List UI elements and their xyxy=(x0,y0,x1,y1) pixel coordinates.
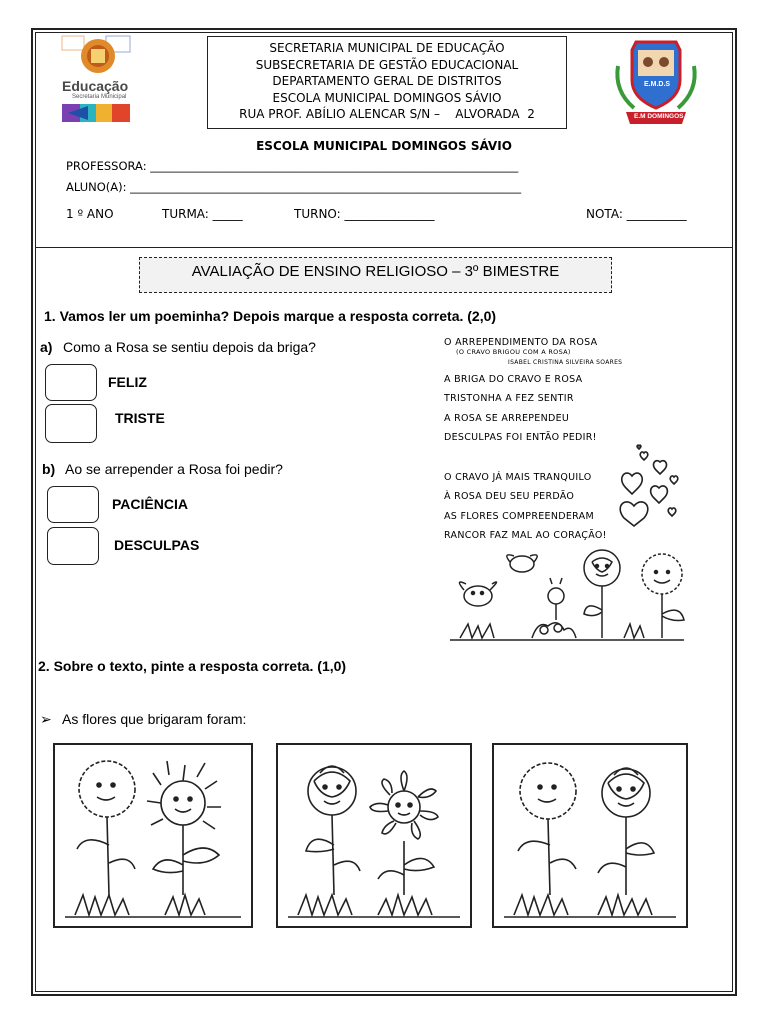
evaluation-title: AVALIAÇÃO DE ENSINO RELIGIOSO – 3º BIMESTRE xyxy=(191,263,560,280)
question-2-title: 2. Sobre o texto, pinte a resposta correta. (1,0) xyxy=(38,658,347,674)
poem-subtitle: (O CRAVO BRIGOU COM A ROSA) xyxy=(456,348,571,356)
header-line: SECRETARIA MUNICIPAL DE EDUCAÇÃO xyxy=(269,41,505,55)
poem-line: A BRIGA DO CRAVO E ROSA xyxy=(444,374,583,385)
student-field[interactable]: ALUNO(A): ____________________________________________________________________ xyxy=(66,180,522,194)
question-1a-label: a) xyxy=(40,339,53,355)
question-1b-label: b) xyxy=(42,461,56,477)
header-box xyxy=(207,36,567,129)
poem-line: DESCULPAS FOI ENTÃO PEDIR! xyxy=(444,432,597,443)
crest-abbreviation: E.M.D.S xyxy=(644,81,671,88)
header-line: ESCOLA MUNICIPAL DOMINGOS SÁVIO xyxy=(272,90,502,105)
evaluation-title-box xyxy=(139,257,612,293)
question-1a-text: Como a Rosa se sentiu depois da briga? xyxy=(63,339,316,355)
checkbox-desculpas[interactable] xyxy=(47,527,99,565)
poem-author: ISABEL CRISTINA SILVEIRA SOARES xyxy=(508,359,623,366)
header-line: DEPARTAMENTO GERAL DE DISTRITOS xyxy=(272,74,502,88)
poem-title: O ARREPENDIMENTO DA ROSA xyxy=(444,337,598,348)
checkbox-feliz[interactable] xyxy=(45,364,97,401)
logo-subtext: Secretaria Municipal xyxy=(72,94,127,100)
option-paciencia: PACIÊNCIA xyxy=(112,496,188,512)
bullet-arrow: ➢ xyxy=(40,711,52,727)
question-1-title: 1. Vamos ler um poeminha? Depois marque a resposta correta. (2,0) xyxy=(44,308,497,324)
school-crest xyxy=(608,36,704,128)
grade-field[interactable]: NOTA: __________ xyxy=(586,207,687,221)
answer-option-1[interactable] xyxy=(53,743,253,928)
education-logo xyxy=(58,34,138,124)
answer-option-2[interactable] xyxy=(276,743,472,928)
poem-line: À ROSA DEU SEU PERDÃO xyxy=(444,491,575,502)
question-2-prompt: As flores que brigaram foram: xyxy=(62,711,247,727)
header-line: RUA PROF. ABÍLIO ALENCAR S/N – ALVORADA 2 xyxy=(239,107,535,121)
year-label: 1 º ANO xyxy=(66,207,114,221)
teacher-field[interactable]: PROFESSORA: ________________________________________________________________ xyxy=(66,159,519,173)
question-1b-text: Ao se arrepender a Rosa foi pedir? xyxy=(65,461,283,477)
checkbox-paciencia[interactable] xyxy=(47,486,99,523)
poem-line: A ROSA SE ARREPENDEU xyxy=(444,413,570,424)
school-title: ESCOLA MUNICIPAL DOMINGOS SÁVIO xyxy=(256,139,512,153)
hearts-illustration xyxy=(612,444,690,534)
logo-text: Educação xyxy=(62,78,129,94)
answer-option-3[interactable] xyxy=(492,743,688,928)
poem-line: TRISTONHA A FEZ SENTIR xyxy=(444,393,574,404)
option-triste: TRISTE xyxy=(115,410,165,426)
checkbox-triste[interactable] xyxy=(45,404,97,443)
poem-line: AS FLORES COMPREENDERAM xyxy=(444,511,594,522)
crest-ribbon-text: E.M DOMINGOS SÁVIO xyxy=(634,113,706,120)
header-line: SUBSECRETARIA DE GESTÃO EDUCACIONAL xyxy=(255,57,519,72)
poem-line: RANCOR FAZ MAL AO CORAÇÃO! xyxy=(444,530,607,541)
shift-field[interactable]: TURNO: _______________ xyxy=(294,207,435,221)
poem-line: O CRAVO JÁ MAIS TRANQUILO xyxy=(444,472,592,483)
option-desculpas: DESCULPAS xyxy=(114,537,200,553)
garden-illustration xyxy=(440,540,690,652)
divider-line xyxy=(36,247,732,248)
option-feliz: FELIZ xyxy=(108,374,147,390)
class-field[interactable]: TURMA: _____ xyxy=(162,207,243,221)
